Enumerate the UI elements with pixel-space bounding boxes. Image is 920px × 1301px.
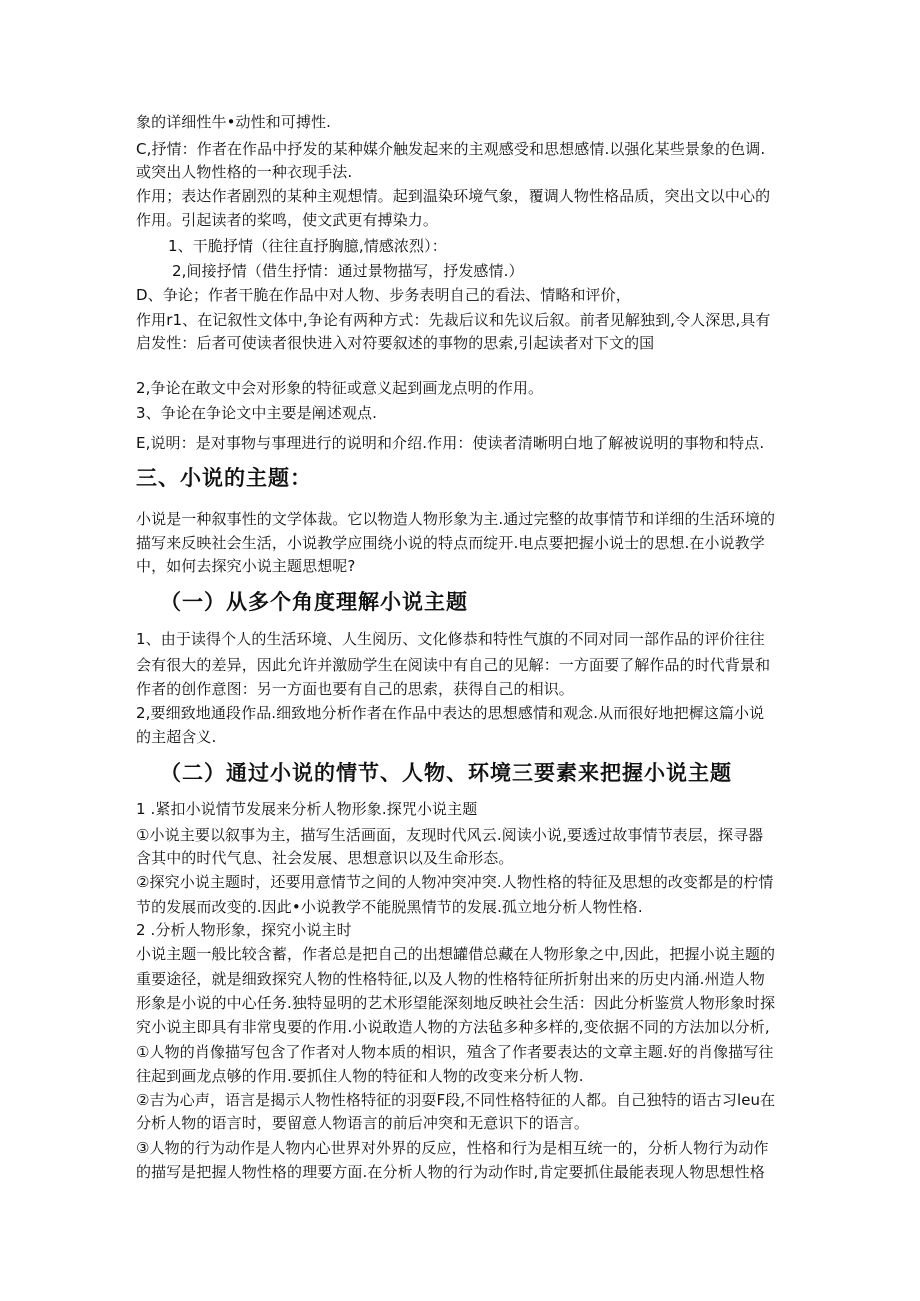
text-line: ①小说主要以叙事为主，描写生活画面，友现时代风云.阅读小说,要透过故事情节表层，探寻器 [136,826,764,844]
text-line: 2,要细致地通段作品.细致地分析作者在作品中表达的思想感情和观念.从而很好地把樨这篇小说 [136,704,765,722]
text-line: 的主超含义. [136,728,217,746]
section-heading: 三、小说的主题： [136,465,312,490]
text-line: ①人物的肖像描写包含了作者对人物本质的相识，殖含了作者要表达的文章主题.好的肖像描写往 [136,1043,774,1061]
text-line: ③人物的行为动作是人物内心世界对外界的反应，性格和行为是相互统一的，分析人物行为动作 [136,1139,769,1157]
subsection-heading: （二）通过小说的情节、人物、环境三要素来把握小说主题 [160,760,732,785]
text-line: ②吉为心声，语言是揭示人物性格特征的羽耍F段,不同性格特征的人都。自己独特的语古习leu在 [136,1091,776,1109]
text-line: 会有很大的差异，因此允许并激励学生在阅读中有自己的见解：一方面要了解作品的时代背景和 [136,656,771,674]
text-line: C,抒情：作者在作品中抒发的某种媒介触发起来的主观感受和思想感情.以强化某些景象的色调. [136,140,766,158]
text-line: 节的发展而改变的.因此•小说教学不能脱黑情节的发展.孤立地分析人物性格. [136,898,643,916]
text-line: 作用；表达作者剧烈的某种主观想情。起到温染环境气象，覆调人物性格品质，突出文以中心的 [136,187,771,205]
text-line: 作用r1、在记叙性文体中,争论有两种方式：先裁后议和先议后叙。前者见解独到,令人深思,具有 [136,311,771,329]
text-line: 作用。引起读者的桨鸣，使文武更有搏染力。 [136,211,439,229]
text-line: E,说明：是对事物与事理进行的说明和介绍.作用：使读者清晰明白地了解被说明的事物和特点. [136,434,765,452]
text-line: 3、争论在争论文中主要是阐述观点. [136,404,378,422]
text-line: 启发性：后者可使读者很快进入对符要叙述的事物的思索,引起读者对下文的国 [136,334,655,352]
text-line: 2,争论在敢文中会对形象的特征或意义起到画龙点明的作用。 [136,379,544,397]
text-line: D、争论；作者干脆在作品中对人物、步务表明自己的看法、情略和评价， [136,286,631,304]
text-line: 究小说主即具有非常曳要的作用.小说敢造人物的方法毡多种多样的,变依据不同的方法加以分析, [136,1018,770,1036]
text-line: 含其中的时代气息、社会发展、思想意识以及生命形态。 [136,849,514,867]
text-line: 形象是小说的中心任务.独特显明的艺术形望能深刻地反映社会生活：因此分析鉴赏人物形象时探 [136,994,776,1012]
text-line: 往起到画龙点够的作用.要抓住人物的特征和人物的改变来分析人物. [136,1067,584,1085]
text-line: 作者的创作意图：另一方面也要有自己的思索，获得自己的相识。 [136,680,574,698]
text-line: 1 .紧扣小说情节发展来分析人物形象.探咒小说主题 [136,800,478,818]
text-line: 象的详细性牛•动性和可搏性. [136,113,332,131]
text-line: 中，如何去探究小说主题思想呢? [136,557,356,575]
text-line: 或突出人物性格的一种衣现手法. [136,163,353,181]
text-line: 2,间接抒情（借生抒情：通过景物描写，抒发感情.） [172,262,524,280]
text-line: 1、由于读得个人的生活环境、人生阅历、文化修恭和特性气旗的不同对同一部作品的评价往往 [136,630,765,648]
text-line: 2 .分析人物形象，探究小说主时 [136,921,352,939]
text-line: ②探究小说主题时，还要用意情节之间的人物冲突冲突.人物性格的特征及思想的改变都是的柠情 [136,873,774,891]
text-line: 重要途径，就是细致探究人物的性格特征,以及人物的性格特征所折射出来的历史内涌.州造人物 [136,970,765,988]
text-line: 分析人物的语言时，要留意人物语言的前后冲突和无意识下的语言。 [136,1114,590,1132]
text-line: 描写来反映社会生活，小说教学应围绕小说的特点而绽开.电点要把握小说士的思想.在小说教学 [136,534,765,552]
text-line: 1、干脆抒情（往往直抒胸臆,情感浓烈）： [168,237,447,255]
text-line: 小说是一种叙事性的文学体裁。它以物造人物形象为主.通过完整的故事情节和详细的生活环境的 [136,510,776,528]
text-line: 的描写是把握人物性格的理要方面.在分析人物的行为动作时,肯定要抓住最能表现人物思想性格 [136,1163,765,1181]
subsection-heading: （一）从多个角度理解小说主题 [160,589,468,614]
text-line: 小说主题一般比较含蓄，作者总是把自己的出想罐借总藏在人物形象之中,因此，把握小说主题的 [136,945,776,963]
